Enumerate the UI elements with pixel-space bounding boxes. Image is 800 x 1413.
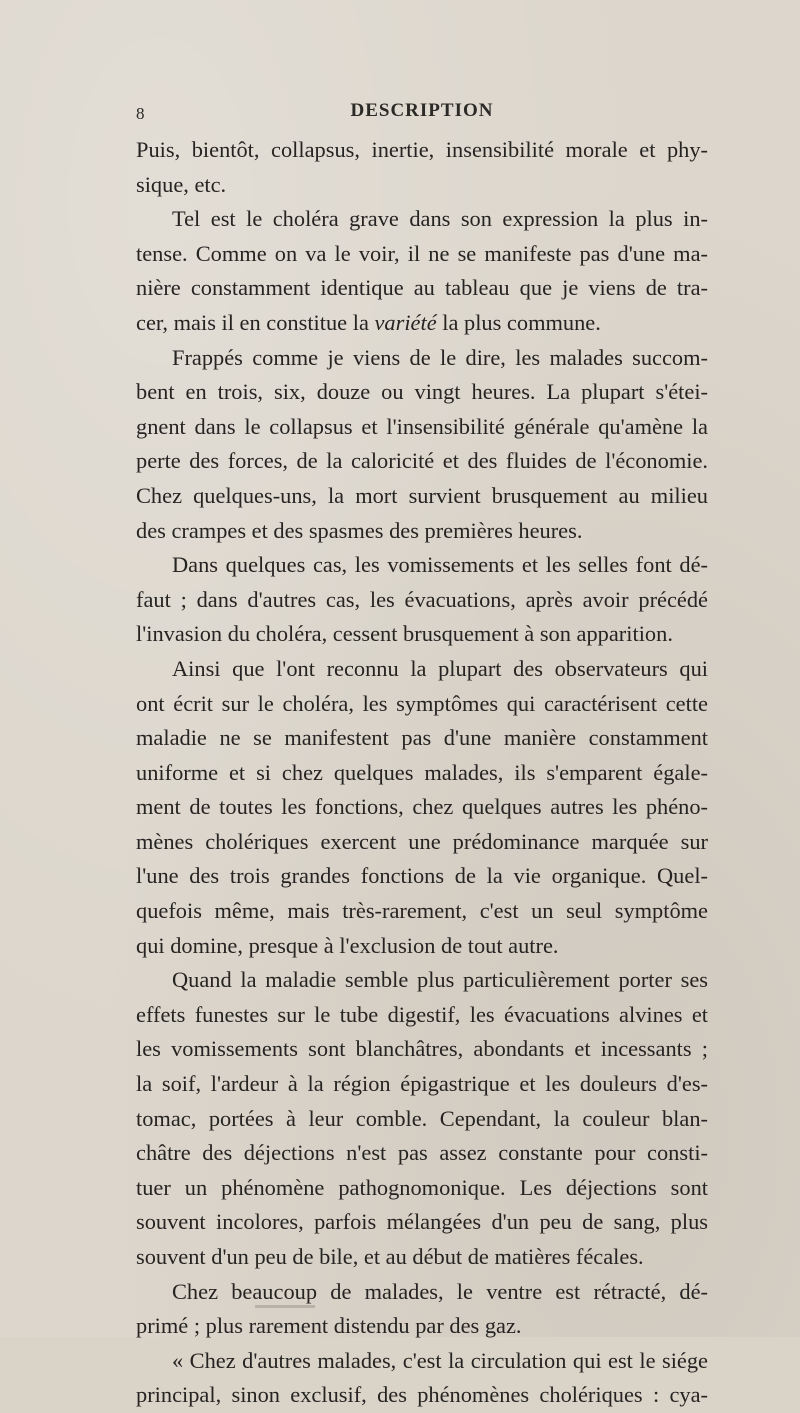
text-line: primé ; plus rarement distendu par des gaz.: [136, 1313, 522, 1339]
page-header: [136, 100, 708, 128]
text-line: Tel est le choléra grave dans son expression la plus in-: [172, 206, 708, 232]
text-line: tuer un phénomène pathognomonique. Les déjections sont: [136, 1174, 708, 1200]
body-text: [136, 133, 708, 1413]
text-line: perte des forces, de la caloricité et des fluides de l'économie.: [136, 448, 708, 474]
page-smudge: [255, 1305, 315, 1308]
text-line: l'invasion du choléra, cessent brusquement à son apparition.: [136, 621, 673, 647]
text-line: maladie ne se manifestent pas d'une manière constamment: [136, 725, 708, 751]
text-line: Puis, bientôt, collapsus, inertie, insensibilité morale et phy-: [136, 137, 708, 162]
text-line: Chez beaucoup de malades, le ventre est rétracté, dé-: [172, 1278, 708, 1304]
text-line: cer, mais il en constitue la variété la plus commune.: [136, 309, 601, 335]
text-line: qui domine, presque à l'exclusion de tout autre.: [136, 932, 559, 958]
text-line: mènes cholériques exercent une prédominance marquée sur: [136, 828, 708, 854]
page-number: 8: [136, 104, 145, 123]
text-line: nière constamment identique au tableau que je viens de tra-: [136, 275, 708, 301]
text-line: uniforme et si chez quelques malades, ils s'emparent égale-: [136, 759, 708, 785]
text-line: souvent incolores, parfois mélangées d'un peu de sang, plus: [136, 1209, 708, 1235]
text-line: faut ; dans d'autres cas, les évacuations, après avoir précédé: [136, 586, 708, 612]
text-line: châtre des déjections n'est pas assez constante pour consti-: [136, 1140, 708, 1166]
text-line: Quand la maladie semble plus particulièrement porter ses: [172, 967, 708, 993]
text-line: Frappés comme je viens de le dire, les malades succom-: [172, 344, 708, 370]
text-line: l'une des trois grandes fonctions de la vie organique. Quel-: [136, 863, 708, 889]
text-line: tense. Comme on va le voir, il ne se manifeste pas d'une ma-: [136, 240, 708, 266]
text-line: « Chez d'autres malades, c'est la circulation qui est le siége: [172, 1347, 708, 1373]
running-head: DESCRIPTION: [350, 100, 494, 121]
text-line: quefois même, mais très-rarement, c'est un seul symptôme: [136, 898, 708, 924]
text-line: gnent dans le collapsus et l'insensibilité générale qu'amène la: [136, 413, 708, 439]
text-line: Chez quelques-uns, la mort survient brusquement au milieu: [136, 482, 708, 508]
text-line: des crampes et des spasmes des premières heures.: [136, 517, 583, 543]
text-line: ont écrit sur le choléra, les symptômes qui caractérisent cette: [136, 690, 708, 716]
text-line: souvent d'un peu de bile, et au début de matières fécales.: [136, 1244, 644, 1269]
text-line: ment de toutes les fonctions, chez quelques autres les phéno-: [136, 794, 708, 820]
text-line: la soif, l'ardeur à la région épigastrique et les douleurs d'es-: [136, 1071, 708, 1097]
text-line: Dans quelques cas, les vomissements et les selles font dé-: [172, 552, 708, 578]
text-line: effets funestes sur le tube digestif, les évacuations alvines et: [136, 1001, 708, 1027]
text-line: bent en trois, six, douze ou vingt heures. La plupart s'étei-: [136, 379, 708, 405]
text-line: Ainsi que l'ont reconnu la plupart des observateurs qui: [172, 655, 708, 681]
text-line: les vomissements sont blanchâtres, abondants et incessants ;: [136, 1036, 708, 1062]
text-line: principal, sinon exclusif, des phénomènes cholériques : cya-: [136, 1382, 708, 1408]
text-line: tomac, portées à leur comble. Cependant, la couleur blan-: [136, 1105, 708, 1131]
text-line: sique, etc.: [136, 171, 227, 197]
